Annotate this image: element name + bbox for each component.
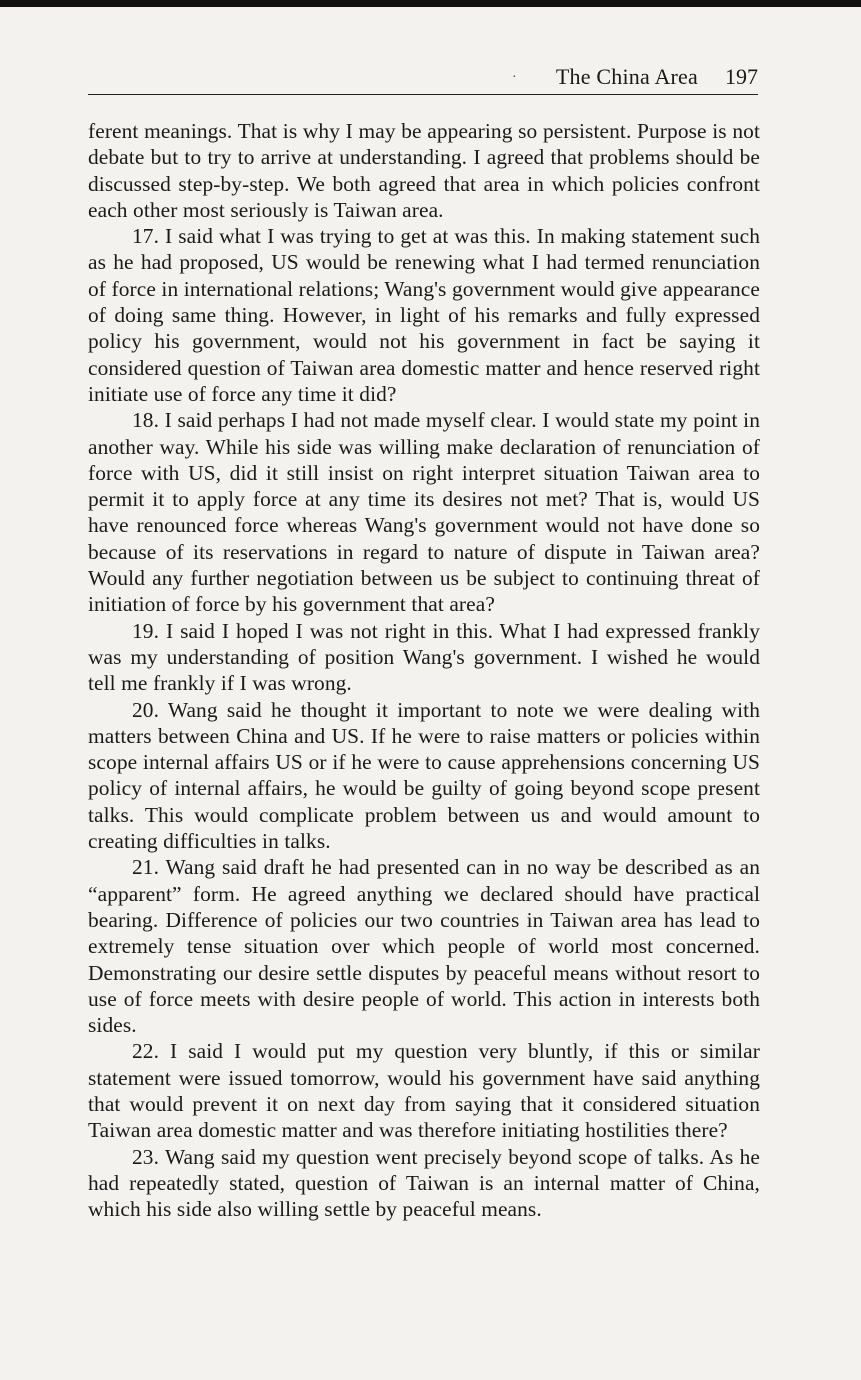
scan-edge <box>0 0 861 7</box>
paragraph-19: 19. I said I hoped I was not right in this. What I had expressed frankly was my understanding of position Wang's government. I wished he would tell me frankly if I was wrong. <box>88 618 760 696</box>
paragraph-21: 21. Wang said draft he had presented can in no way be described as an “apparent” form. He agreed anything we declared should have practical bearing. Difference of policies our two countries in Taiwan area has lead to extremely tense situation over which people of world most concerned. Demonstrating our desire settle disputes by peaceful means without resort to use of force meets with desire people of world. This action in interests both sides. <box>88 855 760 1038</box>
paragraph-20: 20. Wang said he thought it important to note we were dealing with matters between China and US. If he were to raise matters or policies within scope internal affairs US or if he were to cause apprehensions concerning US policy of internal affairs, he would be guilty of going beyond scope present talks. This would complicate problem between us and would amount to creating difficulties in talks. <box>88 697 760 854</box>
body-text <box>88 118 760 1222</box>
paragraph-17: 17. I said what I was trying to get at was this. In making statement such as he had proposed, US would be renewing what I had termed renunciation of force in international relations; Wang's government would give appearance of doing same thing. However, in light of his remarks and fully expressed policy his government, would not his government in fact be saying it considered question of Taiwan area domestic matter and hence reserved right initiate use of force any time it did? <box>88 224 760 406</box>
paragraph-continued: ferent meanings. That is why I may be appearing so persistent. Purpose is not debate but to try to arrive at understanding. I agreed that problems should be discussed step-by-step. We both agreed that area in which policies confront each other most seriously is Taiwan area. <box>88 119 760 222</box>
paragraph-22: 22. I said I would put my question very bluntly, if this or similar statement were issued tomorrow, would his government have said anything that would prevent it on next day from saying that it considered situation Taiwan area domestic matter and was therefore initiating hostilities there? <box>88 1039 760 1143</box>
running-title: The China Area <box>555 64 698 89</box>
paragraph-23: 23. Wang said my question went precisely beyond scope of talks. As he had repeatedly stated, question of Taiwan is an internal matter of China, which his side also willing settle by peaceful means. <box>88 1144 760 1222</box>
page-number: 197 <box>725 64 758 89</box>
paragraph-18: 18. I said perhaps I had not made myself clear. I would state my point in another way. While his side was willing make declaration of renunciation of force with US, did it still insist on right interpret situation Taiwan area to permit it to apply force at any time its desires not met? That is, would US have renounced force whereas Wang's government would not have done so because of its reservations in regard to nature of dispute in Taiwan area? Would any further negotiation between us be subject to continuing threat of initiation of force by his government that area? <box>88 408 760 617</box>
running-header <box>88 58 758 95</box>
header-mark: · <box>512 70 517 85</box>
